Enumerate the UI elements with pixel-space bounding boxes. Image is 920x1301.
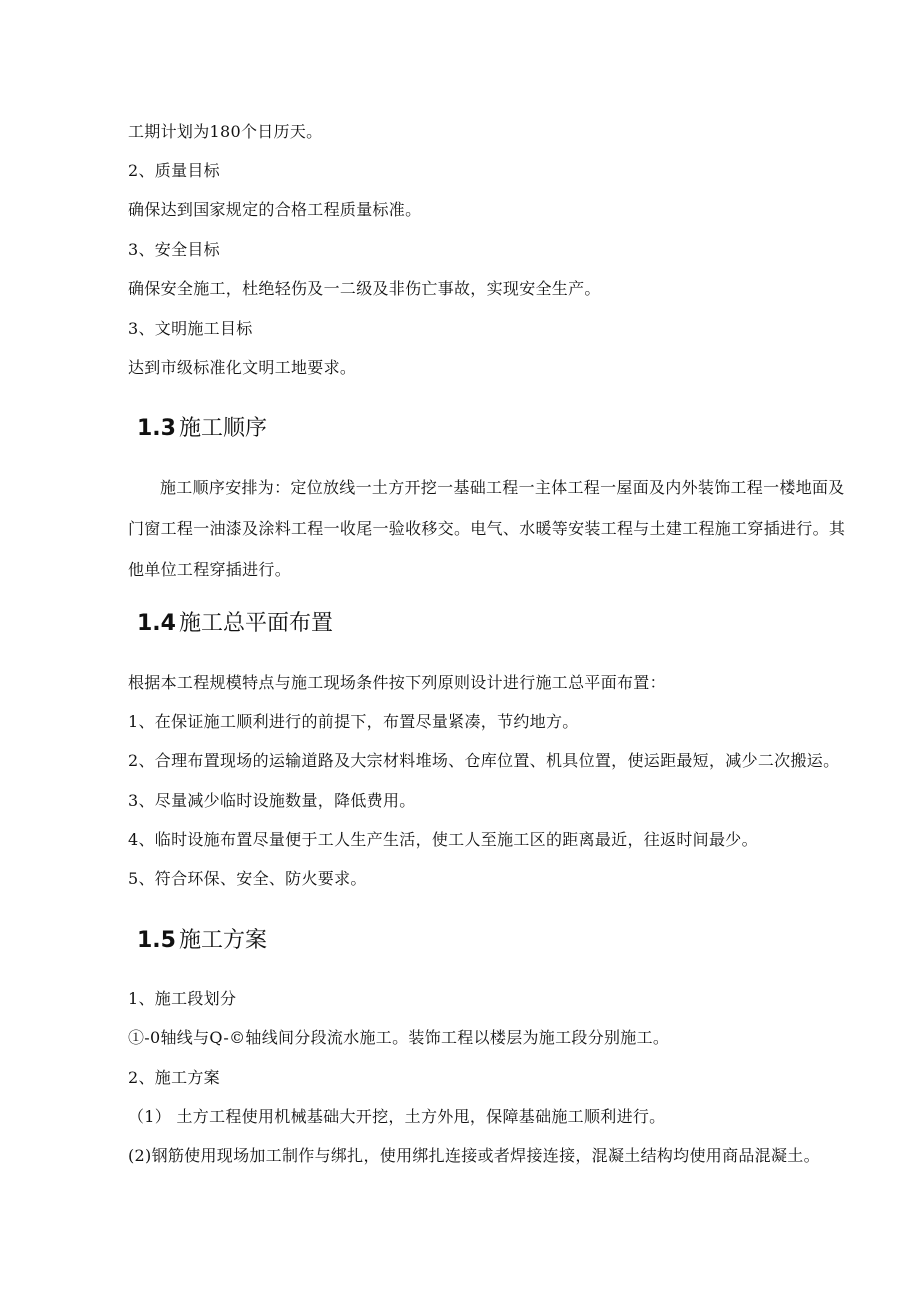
- civilized-goal-text: 达到市级标准化文明工地要求。: [128, 358, 357, 377]
- section-1-4-heading: [137, 610, 333, 638]
- layout-principle-4: 4、临时设施布置尽量便于工人生产生活，使工人至施工区的距离最近，往返时间最少。: [128, 830, 758, 849]
- section-number: 1.3: [137, 416, 176, 441]
- section-number: 1.4: [137, 611, 176, 636]
- section-title: 施工总平面布置: [178, 611, 333, 636]
- section-title: 施工方案: [178, 928, 267, 953]
- plan-heading: 2、施工方案: [128, 1068, 220, 1087]
- layout-principle-3: 3、尽量减少临时设施数量，降低费用。: [128, 791, 416, 810]
- layout-intro: 根据本工程规模特点与施工现场条件按下列原则设计进行施工总平面布置：: [128, 673, 666, 692]
- quality-goal-text: 确保达到国家规定的合格工程质量标准。: [128, 200, 422, 219]
- section-number: 1.5: [137, 928, 176, 953]
- segment-division-heading: 1、施工段划分: [128, 989, 237, 1008]
- plan-item-2: (2)钢筋使用现场加工制作与绑扎，使用绑扎连接或者焊接连接，混凝土结构均使用商品混凝土。: [128, 1146, 820, 1165]
- safety-goal-text: 确保安全施工，杜绝轻伤及一二级及非伤亡事故，实现安全生产。: [128, 279, 601, 298]
- plan-item-1: （1） 土方工程使用机械基础大开挖，土方外甩，保障基础施工顺利进行。: [128, 1107, 666, 1126]
- layout-principle-1: 1、在保证施工顺利进行的前提下，布置尽量紧凑，节约地方。: [128, 712, 579, 731]
- schedule-line: 工期计划为180个日历天。: [128, 122, 323, 141]
- section-title: 施工顺序: [178, 416, 267, 441]
- section-1-3-heading: [137, 415, 267, 443]
- quality-goal-heading: 2、质量目标: [128, 161, 220, 180]
- construction-sequence-paragraph: 施工顺序安排为：定位放线一土方开挖一基础工程一主体工程一屋面及内外装饰工程一楼地面及门窗工程一油漆及涂料工程一收尾一验收移交。电气、水暖等安装工程与土建工程施工穿插进行。其他单位工程穿插进行。: [128, 478, 846, 579]
- safety-goal-heading: 3、安全目标: [128, 240, 220, 259]
- segment-division-text: ①-0轴线与Q-©轴线间分段流水施工。装饰工程以楼层为施工段分别施工。: [128, 1028, 670, 1047]
- layout-principle-2: 2、合理布置现场的运输道路及大宗材料堆场、仓库位置、机具位置，使运距最短，减少二次搬运。: [128, 751, 840, 770]
- civilized-goal-heading: 3、文明施工目标: [128, 319, 253, 338]
- layout-principle-5: 5、符合环保、安全、防火要求。: [128, 869, 367, 888]
- section-1-5-heading: [137, 927, 267, 955]
